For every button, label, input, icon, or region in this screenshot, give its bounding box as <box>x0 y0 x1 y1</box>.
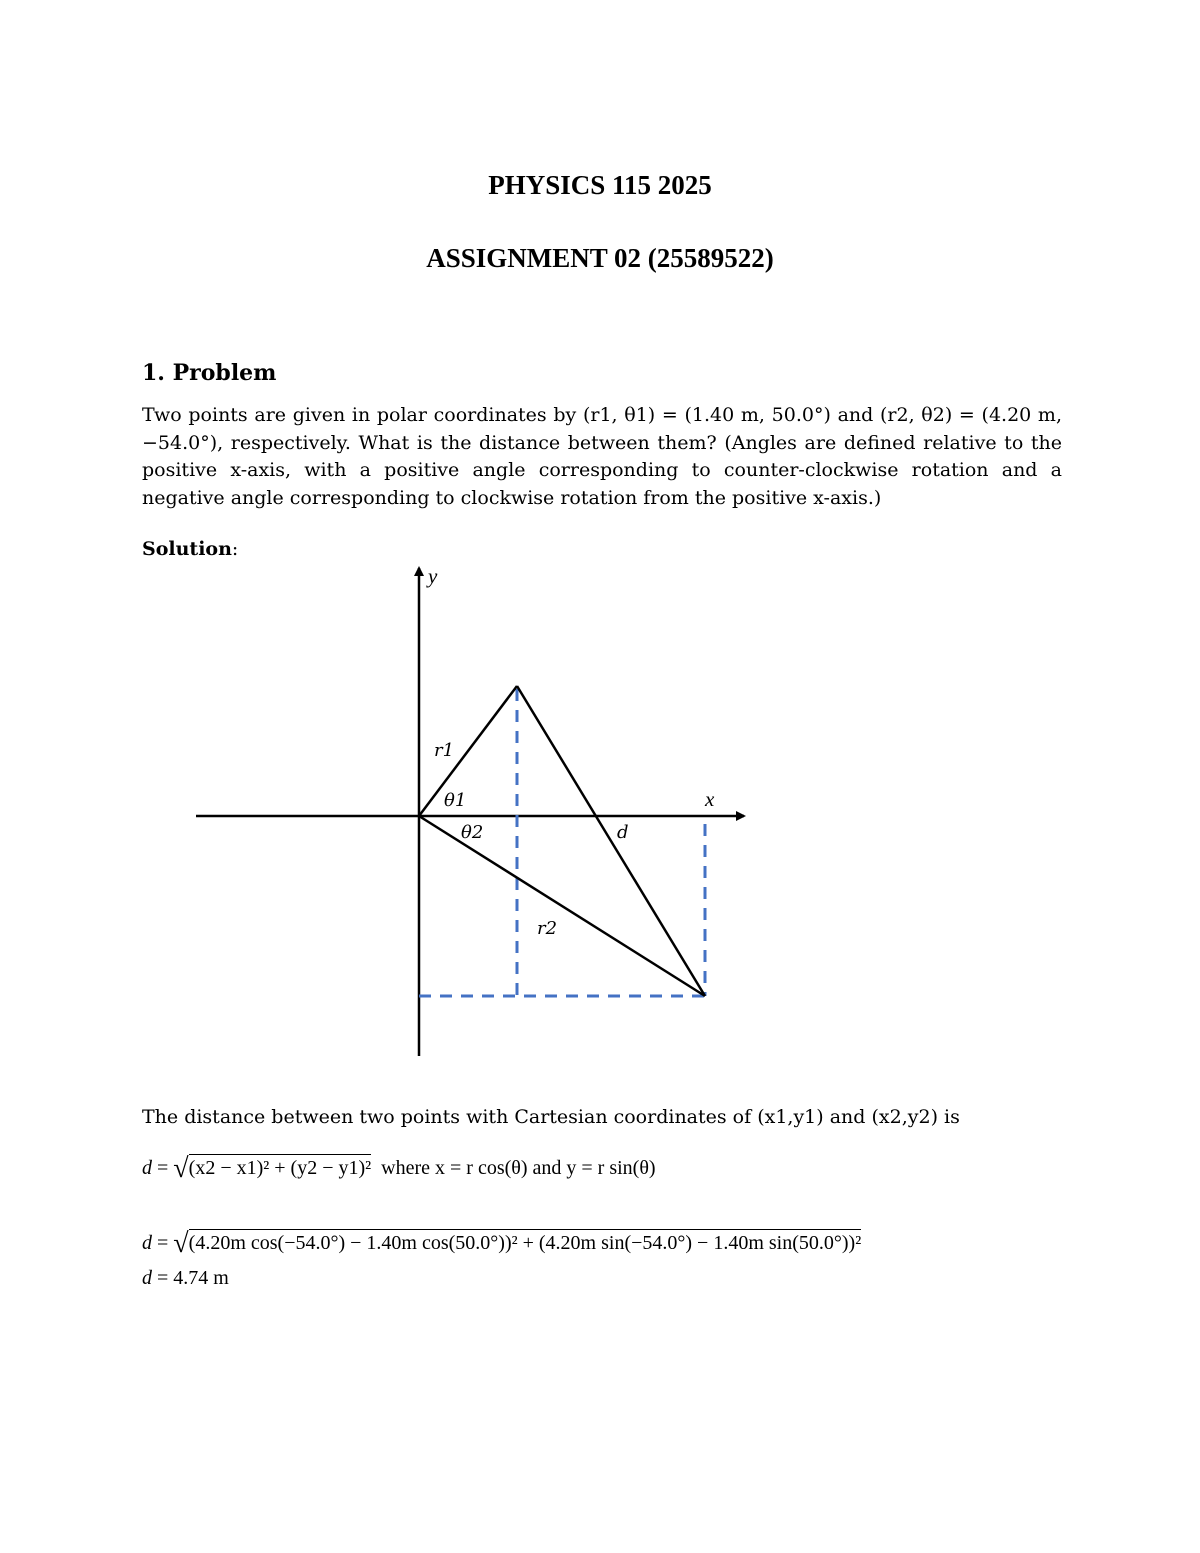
r1-label: r1 <box>434 740 455 761</box>
d-label: d <box>617 822 629 843</box>
distance-d <box>517 686 705 996</box>
assignment-title: ASSIGNMENT 02 (25589522) <box>426 243 774 273</box>
equals-sign: = <box>152 1157 174 1179</box>
equals-sign: = <box>152 1267 174 1289</box>
x-axis-label: x <box>705 787 715 811</box>
solution-label-text: Solution <box>142 538 232 560</box>
where-clause: where x = r cos(θ) and y = r sin(θ) <box>381 1157 656 1179</box>
problem-statement: Two points are given in polar coordinates by (r1, θ1) = (1.40 m, 50.0°) and (r2, θ2) = (4.20 m, −54.0°), respectively. What is the distance between them? (Angles are defined relative to the positive x-axis, with a positive angle corresponding to counter-clockwise rotation and a negative angle corresponding to clockwise rotation from the positive x-axis.) <box>142 404 1062 509</box>
result-formula <box>142 1267 229 1290</box>
solution-label-colon: : <box>231 538 239 560</box>
distance-formula <box>142 1150 656 1182</box>
r2-label: r2 <box>537 918 558 939</box>
equals-sign: = <box>152 1232 174 1254</box>
sqrt-icon: √ <box>173 1228 189 1259</box>
result-value: 4.74 m <box>173 1267 229 1289</box>
sqrt-icon: √ <box>173 1153 189 1184</box>
d-symbol: d <box>142 1267 152 1289</box>
general-radicand: (x2 − x1)² + (y2 − y1)² <box>189 1154 371 1179</box>
problem-heading: 1. Problem <box>142 360 277 386</box>
d-symbol: d <box>142 1232 152 1254</box>
d-symbol: d <box>142 1157 152 1179</box>
substituted-radicand: (4.20m cos(−54.0°) − 1.40m cos(50.0°))² + (4.20m sin(−54.0°) − 1.40m sin(50.0°))² <box>189 1229 862 1254</box>
course-title: PHYSICS 115 2025 <box>488 170 712 200</box>
theta2-label: θ2 <box>461 822 484 843</box>
vector-r2 <box>419 816 705 996</box>
distance-formula-intro: The distance between two points with Cartesian coordinates of (x1,y1) and (x2,y2) is <box>142 1106 960 1128</box>
y-axis-label: y <box>428 564 438 588</box>
substituted-formula <box>142 1225 861 1257</box>
theta1-label: θ1 <box>444 790 467 811</box>
